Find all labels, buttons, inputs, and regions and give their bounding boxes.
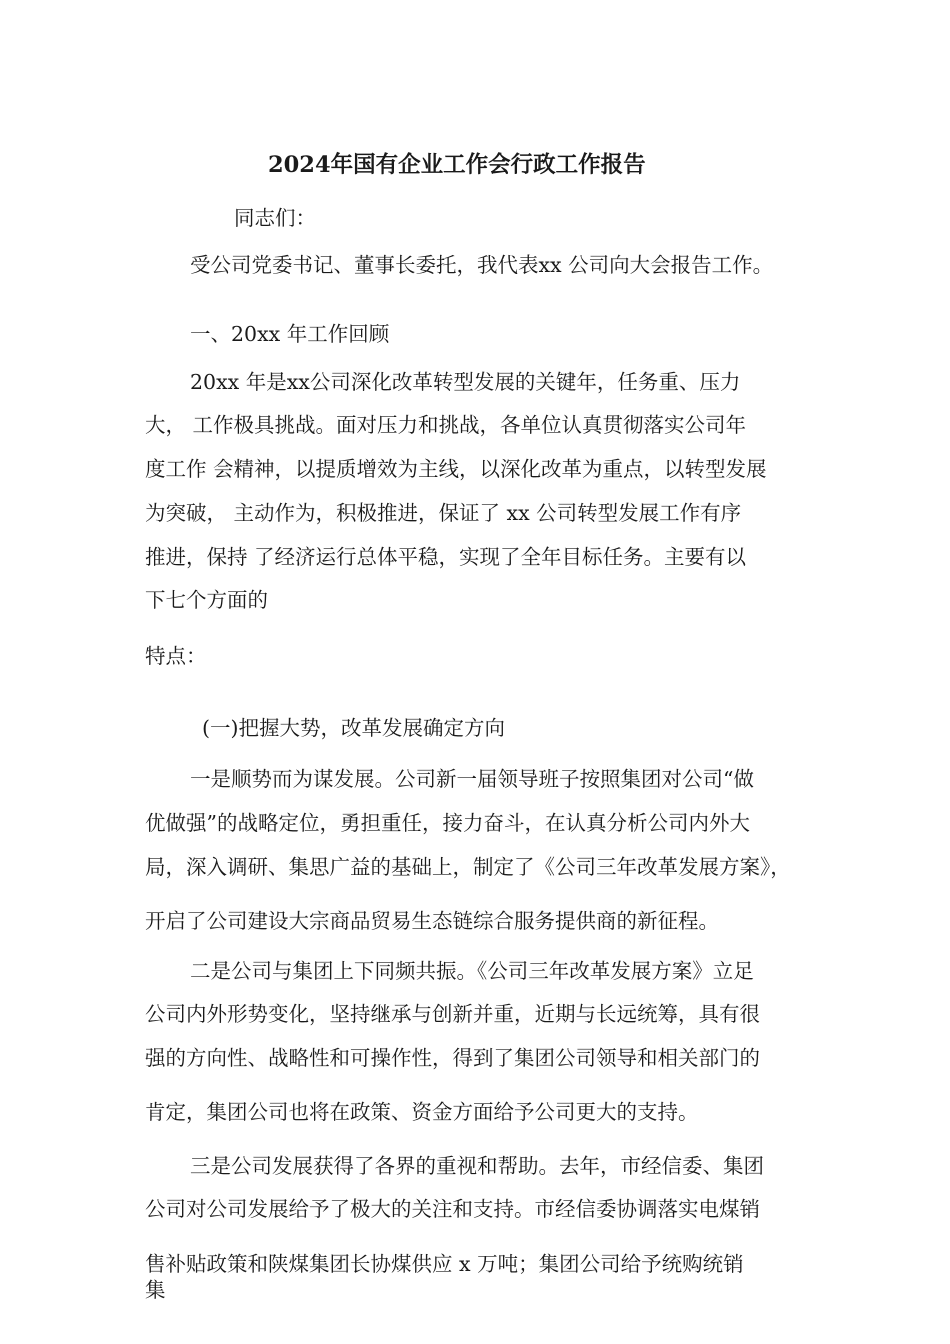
paragraph-line: 公司对公司发展给予了极大的关注和支持。市经信委协调落实电煤销 [145, 1197, 760, 1221]
opening-line: 受公司党委书记、董事长委托，我代表xx 公司向大会报告工作。 [190, 253, 774, 277]
paragraph-line: 20xx 年是xx公司深化改革转型发展的关键年，任务重、压力 [190, 370, 741, 394]
paragraph-line: 一是顺势而为谋发展。公司新一届领导班子按照集团对公司“做 [190, 767, 754, 791]
paragraph-line: 强的方向性、战略性和可操作性，得到了集团公司领导和相关部门的 [145, 1046, 760, 1070]
paragraph-line: 三是公司发展获得了各界的重视和帮助。去年，市经信委、集团 [190, 1154, 764, 1178]
paragraph-line: 集 [145, 1278, 166, 1302]
section-heading: 一、20xx 年工作回顾 [190, 322, 390, 346]
paragraph-line: 优做强”的战略定位，勇担重任，接力奋斗，在认真分析公司内外大 [145, 811, 750, 835]
paragraph-line: 下七个方面的 [145, 588, 268, 612]
paragraph-line: 推进，保持 了经济运行总体平稳，实现了全年目标任务。主要有以 [145, 545, 747, 569]
salutation: 同志们： [234, 206, 316, 230]
paragraph-line: 公司内外形势变化，坚持继承与创新并重，近期与长远统筹，具有很 [145, 1002, 760, 1026]
paragraph-line: 售补贴政策和陕煤集团长协煤供应 x 万吨；集团公司给予统购统销 [145, 1252, 744, 1276]
paragraph-line: 局，深入调研、集思广益的基础上，制定了《公司三年改革发展方案》， [145, 855, 791, 879]
paragraph-line: 肯定，集团公司也将在政策、资金方面给予公司更大的支持。 [145, 1100, 699, 1124]
paragraph-line: 特点： [145, 644, 207, 668]
paragraph-line: 为突破， 主动作为，积极推进，保证了 xx 公司转型发展工作有序 [145, 501, 742, 525]
subsection-heading: (一)把握大势，改革发展确定方向 [202, 716, 505, 740]
paragraph-line: 度工作 会精神，以提质增效为主线，以深化改革为重点，以转型发展 [145, 457, 767, 481]
document-title: 2024年国有企业工作会行政工作报告 [268, 152, 646, 178]
paragraph-line: 大， 工作极具挑战。面对压力和挑战，各单位认真贯彻落实公司年 [145, 413, 747, 437]
paragraph-line: 开启了公司建设大宗商品贸易生态链综合服务提供商的新征程。 [145, 909, 719, 933]
paragraph-line: 二是公司与集团上下同频共振。《公司三年改革发展方案》立足 [190, 959, 754, 983]
